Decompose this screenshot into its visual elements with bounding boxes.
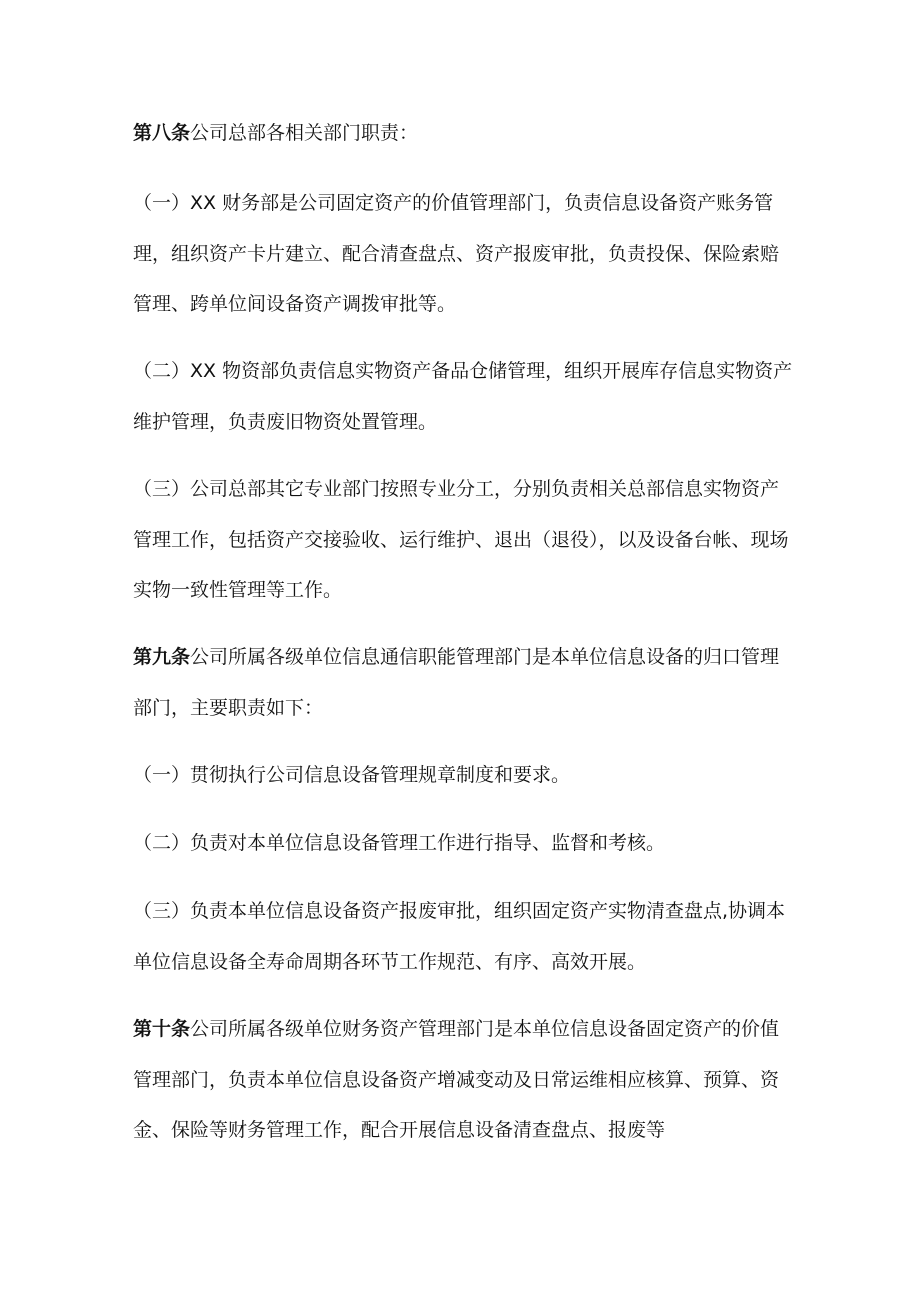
article-9-item-3: （三）负责本单位信息设备资产报废审批，组织固定资产实物清查盘点,协调本单位信息设备全寿命周期各环节工作规范、有序、高效开展。 [133,900,786,973]
article-8-item-3: （三）公司总部其它专业部门按照专业分工，分别负责相关总部信息实物资产管理工作，包括资产交接验收、运行维护、退出（退役），以及设备台帐、现场实物一致性管理等工作。 [133,478,789,601]
article-9-item-1: （一）贯彻执行公司信息设备管理规章制度和要求。 [133,764,571,786]
article-8-text: 公司总部各相关部门职责： [190,122,419,144]
article-9-title: 第九条 [133,646,191,668]
article-8-item-2: （二）XX 物资部负责信息实物资产备品仓储管理，组织开展库存信息实物资产维护管理，负责废旧物资处置管理。 [133,360,793,433]
article-9-text: 公司所属各级单位信息通信职能管理部门是本单位信息设备的归口管理部门，主要职责如下： [133,646,780,719]
article-8-heading [133,108,793,159]
article-9-item-2: （二）负责对本单位信息设备管理工作进行指导、监督和考核。 [133,832,666,854]
article-8-item-1: （一）XX 财务部是公司固定资产的价值管理部门，负责信息设备资产账务管理，组织资产卡片建立、配合清查盘点、资产报废审批，负责投保、保险索赔管理、跨单位间设备资产调拨审批等。 [133,192,780,315]
article-9-heading [133,632,793,733]
article-10-text: 公司所属各级单位财务资产管理部门是本单位信息设备固定资产的价值管理部门，负责本单位信息设备资产增减变动及日常运维相应核算、预算、资金、保险等财务管理工作，配合开展信息设备清查盘点、报废等 [133,1018,780,1141]
article-8-title: 第八条 [133,122,191,144]
article-10-heading [133,1004,793,1156]
article-10-title: 第十条 [133,1018,191,1040]
